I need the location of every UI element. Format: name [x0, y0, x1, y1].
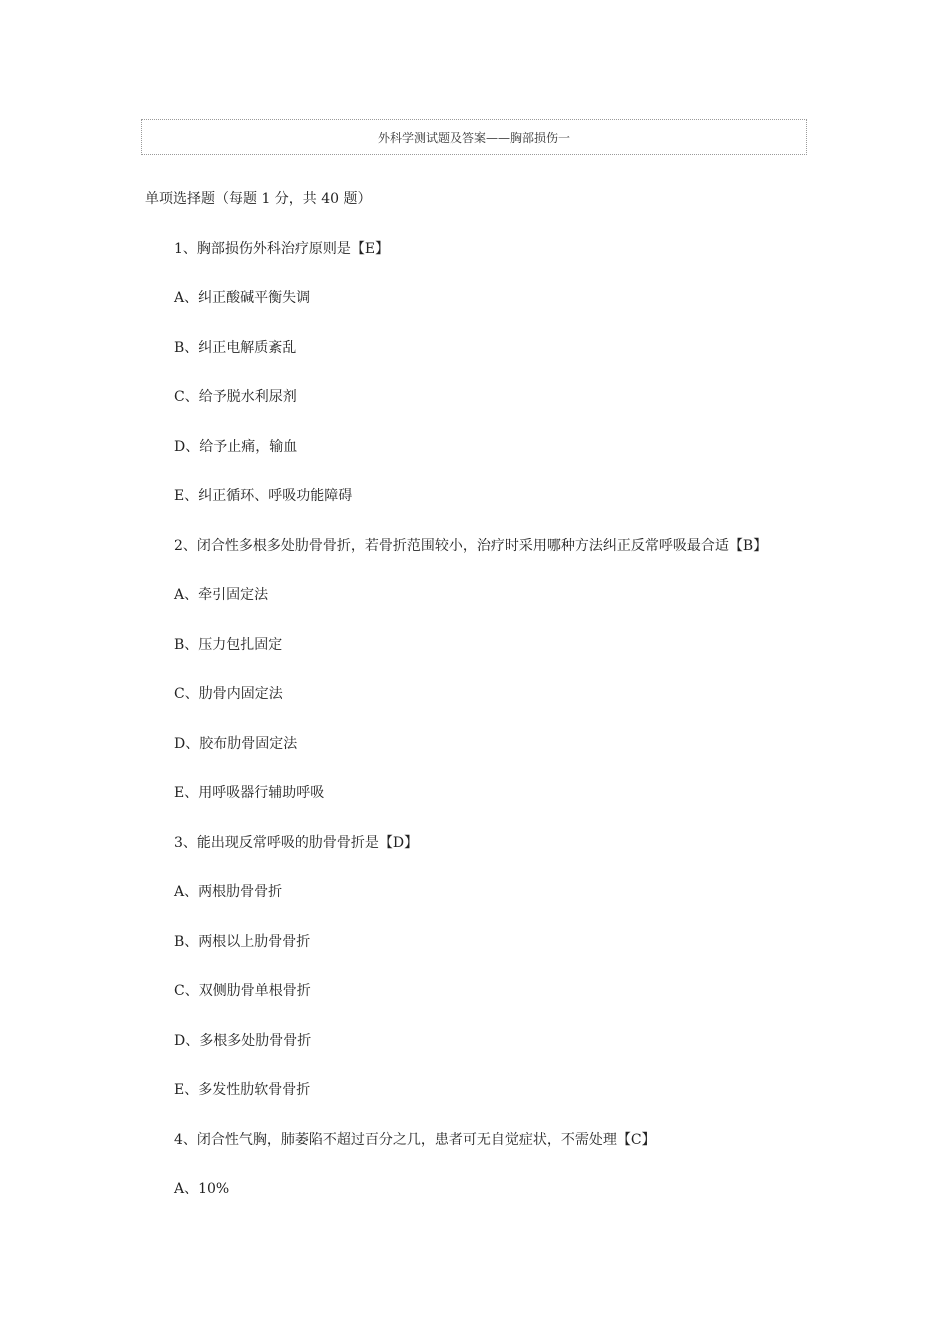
question-3: 3、能出现反常呼吸的肋骨骨折是【D】 — [174, 835, 419, 851]
question-2-option-e: E、用呼吸器行辅助呼吸 — [174, 785, 325, 801]
question-3-option-a: A、两根肋骨骨折 — [174, 884, 283, 900]
question-4: 4、闭合性气胸，肺萎陷不超过百分之几，患者可无自觉症状，不需处理【C】 — [174, 1132, 656, 1148]
question-1: 1、胸部损伤外科治疗原则是【E】 — [174, 241, 390, 257]
question-1-option-b: B、纠正电解质紊乱 — [174, 340, 297, 356]
question-3-option-e: E、多发性肋软骨骨折 — [174, 1082, 311, 1098]
question-2: 2、闭合性多根多处肋骨骨折，若骨折范围较小，治疗时采用哪种方法纠正反常呼吸最合适【B】 — [174, 538, 768, 554]
question-1-option-e: E、纠正循环、呼吸功能障碍 — [174, 488, 353, 504]
document-title: 外科学测试题及答案——胸部损伤一 — [377, 130, 570, 145]
question-2-option-d: D、胶布肋骨固定法 — [174, 736, 298, 752]
question-1-option-c: C、给予脱水利尿剂 — [174, 389, 297, 405]
question-2-option-b: B、压力包扎固定 — [174, 637, 283, 653]
section-header: 单项选择题（每题 1 分，共 40 题） — [145, 191, 372, 207]
document-title-box — [141, 119, 807, 155]
question-1-option-a: A、纠正酸碱平衡失调 — [174, 290, 311, 306]
question-2-option-c: C、肋骨内固定法 — [174, 686, 283, 702]
question-4-option-a: A、10% — [174, 1181, 230, 1197]
question-2-option-a: A、牵引固定法 — [174, 587, 269, 603]
question-3-option-c: C、双侧肋骨单根骨折 — [174, 983, 311, 999]
question-1-option-d: D、给予止痛，输血 — [174, 439, 298, 455]
question-3-option-d: D、多根多处肋骨骨折 — [174, 1033, 312, 1049]
question-3-option-b: B、两根以上肋骨骨折 — [174, 934, 311, 950]
